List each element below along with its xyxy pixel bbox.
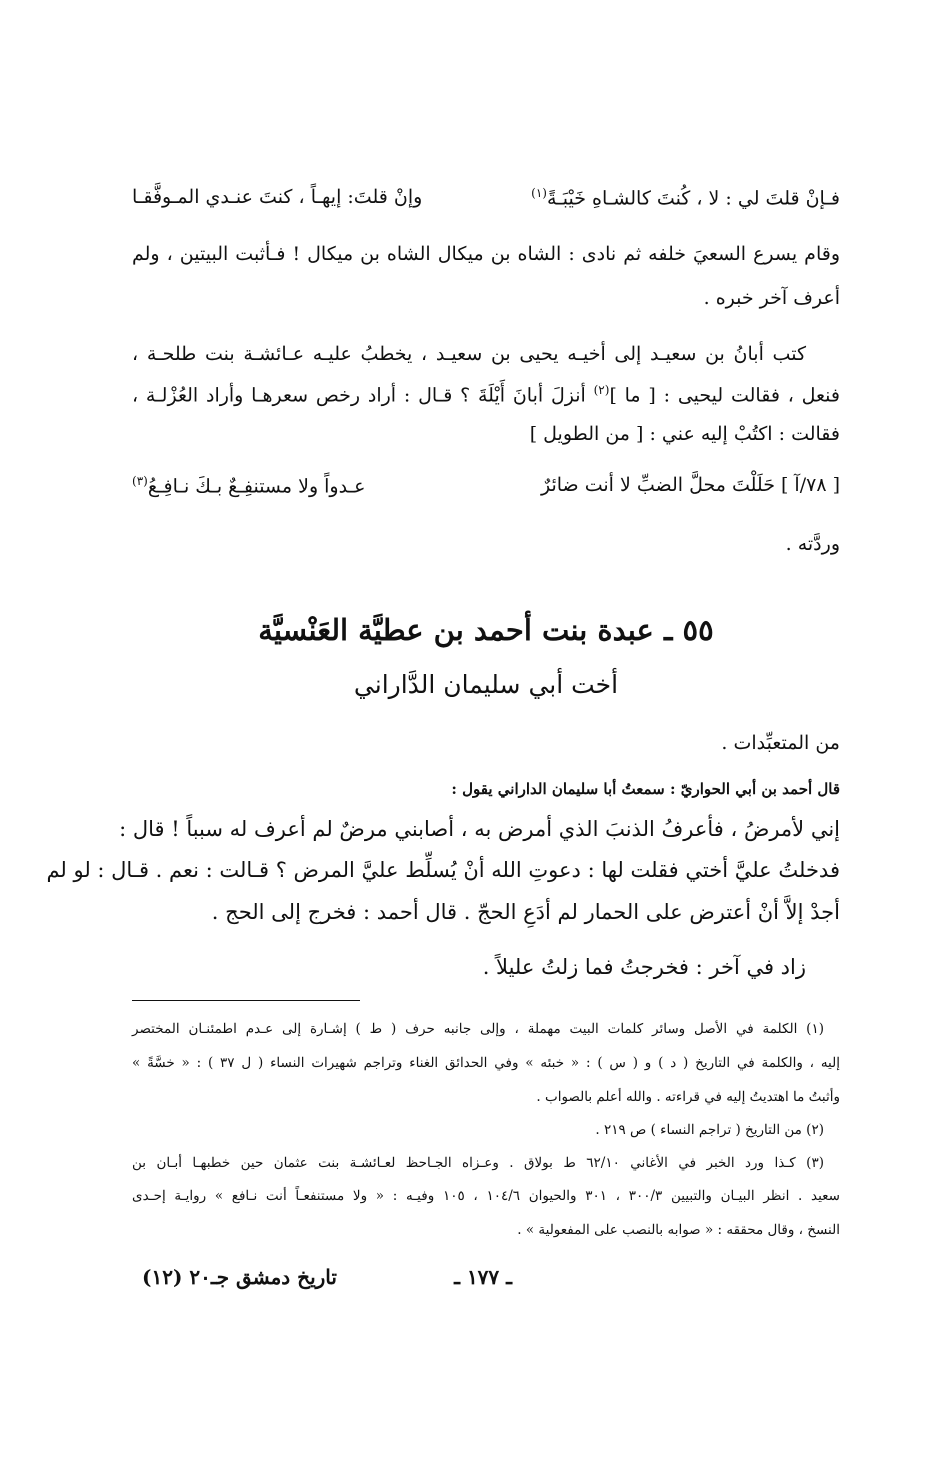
footnote-1-line-1: (١) الكلمة في الأصل وسائر كلمات البيت مهملة ، وإلى جانبه حرف ( ط ) إشـارة إلى عـدم اطمئنـان المختصر <box>132 1021 824 1037</box>
bio-line-2: فدخلتُ عليَّ أختي فقلت لها : دعوتِ الله أنْ يُسلِّط عليَّ المرض ؟ قـالت : نعم . قـال : لو لم <box>46 858 840 882</box>
entry-title: ٥٥ ـ عبدة بنت أحمد بن عطيَّة العَنْسيَّة <box>258 613 714 647</box>
page-number: ـ ١٧٧ ـ <box>454 1265 512 1289</box>
footnote-1-line-3: وأثبتُ ما اهتديتُ إليه في قراءته . والله أعلم بالصواب . <box>536 1089 840 1105</box>
footnote-3-line-3: النسخ ، وقال محققه : « صوابه بالنصب على المفعولية » . <box>517 1222 840 1238</box>
footnote-2-line-1: (٢) من التاريخ ( تراجم النساء ) ص ٢١٩ . <box>595 1122 824 1138</box>
para-1-line-1: وقام يسرع السعيَ خلفه ثم نادى : الشاه بن ميكال الشاه بن ميكال ! فـأثبت البيتين ، ولم <box>132 243 840 265</box>
para-2-line-3: فقالت : اكتُبْ إليه عني : [ من الطويل ] <box>529 423 840 445</box>
bio-isnad: قال أحمد بن أبي الحواريّ : سمعتُ أبا سليمان الداراني يقول : <box>451 780 840 798</box>
footnote-ref-3: (٣) <box>132 474 148 488</box>
verse-1 <box>132 186 840 216</box>
folio-marker: [ ٧٨/آ ] <box>780 474 840 496</box>
bio-line-1: إني لأمرضُ ، فأعرفُ الذنبَ الذي أمرض به ، أصابني مرضٌ لم أعرف له سبباً ! قال : <box>119 817 840 841</box>
bio-line-4: زاد في آخر : فخرجتُ فما زلتُ عليلاً . <box>482 955 806 979</box>
para-2-line-2: فنعل ، فقالت ليحيى : [ ما ]$^{(٢)}$ أنزلَ أبانَ أَيْلَةَ ؟ قـال : أراد رخص سعرهـا وأراد العُزْلـة ، <box>132 383 840 407</box>
para-1-line-2: أعرف آخر خبره . <box>703 287 840 309</box>
verse-1-right-hemistich: فـإنْ قلتَ لي : لا ، كُنتَ كالشـاهِ خَيْبَـةً$^{(١)}$ <box>531 186 840 210</box>
footnote-rule <box>132 1000 360 1001</box>
verse-1-left-hemistich: وإنْ قلتَ: إيهـاً ، كنتَ عنـدي المـوفَّقـا <box>132 186 423 208</box>
verse-2 <box>132 474 840 504</box>
footnote-3-line-1: (٣) كـذا ورد الخبر في الأغاني ٦٢/١٠ ط بولاق . وعـزاه الجـاحظ لعـائشـة بنت عثمان حين خطبهـا أبـان بن <box>132 1155 824 1171</box>
bio-line-3: أجدْ إلاَّ أنْ أعترض على الحمار لم أدَعِ الحجّ . قال أحمد : فخرج إلى الحج . <box>211 900 840 924</box>
bio-intro: من المتعبِّدات . <box>721 732 840 754</box>
footnote-3-line-2: سعيد . انظر البيـان والتبيين ٣٠٠/٣ ، ٣٠١ والحيوان ١٠٤/٦ ، ١٠٥ وفيـه : « ولا مستنفعـاً أنت نـافع » روايـة إحـدى <box>132 1188 840 1204</box>
verse-2-right-hemistich: [ ٧٨/آ ] حَلَلْتَ محلَّ الضبِّ لا أنت ضائرٌ <box>540 474 840 496</box>
footnote-ref-2: (٢) <box>593 383 610 397</box>
footnote-1-line-2: إليه ، والكلمة في التاريخ ( د ) و ( س ) : « خبئه » وفي الحدائق الغناء وتراجم شهيرات النساء ( ل ٣٧ ) : « خسَّةً » <box>132 1055 840 1071</box>
book-reference: تاريخ دمشق جـ٢٠ (١٢) <box>142 1265 337 1289</box>
para-2-line-1: كتب أبانُ بن سعيـد إلى أخيـه يحيى بن سعيـد ، يخطبُ عليـه عـائشـة بنت طلحـة ، <box>132 343 806 365</box>
para-3-line-1: وردَّته . <box>785 533 840 555</box>
page <box>46 0 840 1477</box>
verse-2-left-hemistich: عـدواً ولا مستنفِـعٌ بـكَ نـافِـعُ$^{(٣)}$ <box>132 474 366 498</box>
entry-subtitle: أخت أبي سليمان الدَّاراني <box>353 670 619 699</box>
footnote-ref-1: (١) <box>531 186 547 200</box>
